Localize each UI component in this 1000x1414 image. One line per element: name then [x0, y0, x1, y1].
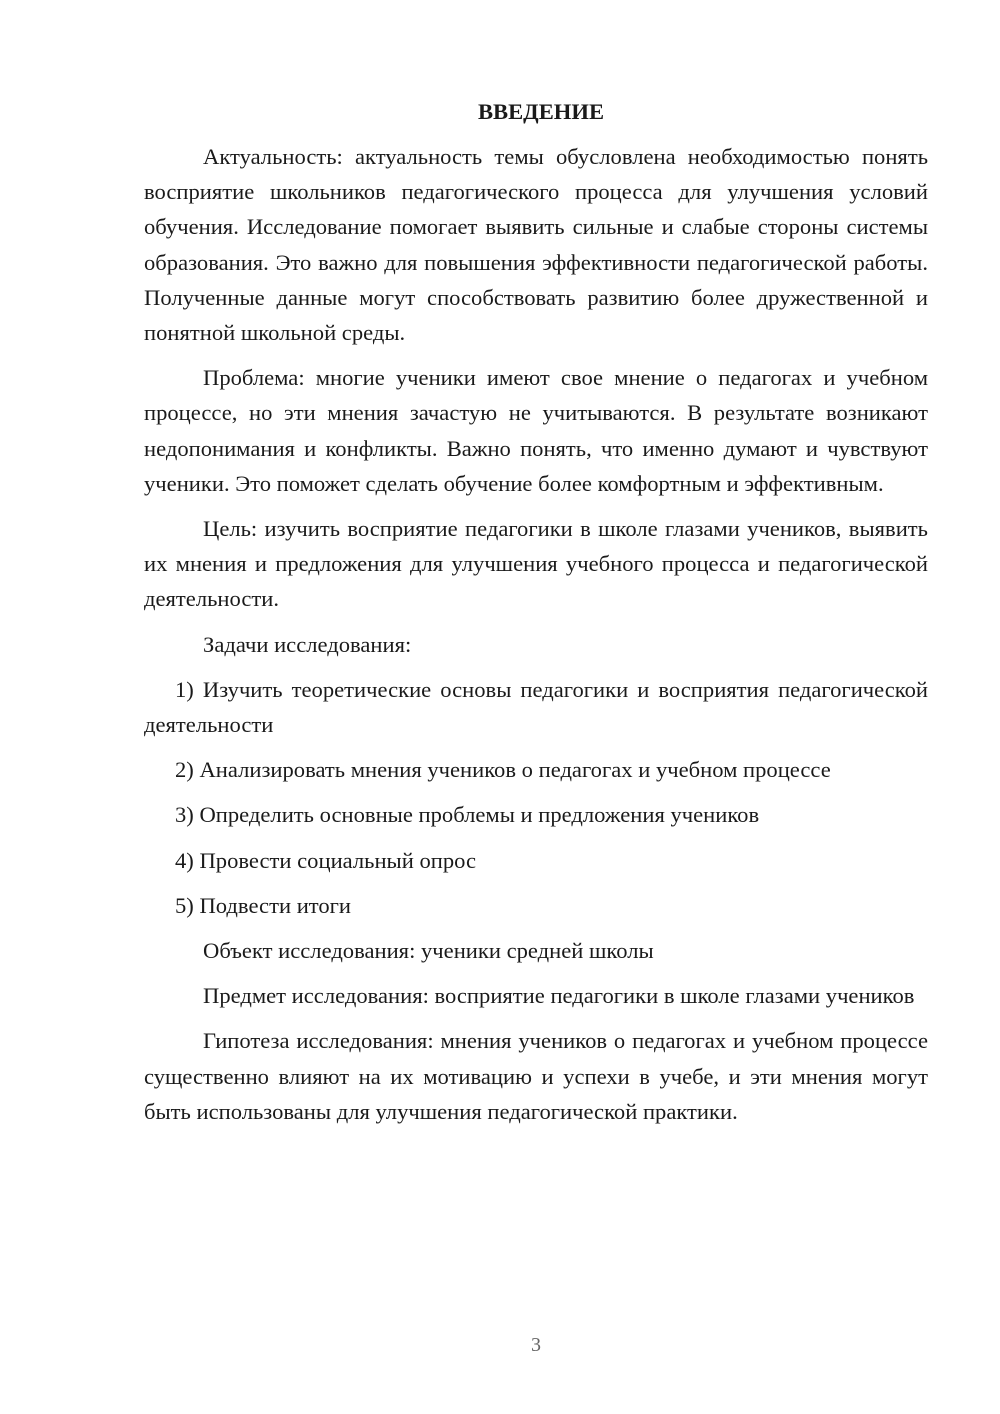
task-item: 5) Подвести итоги	[175, 892, 352, 918]
task-item: 1) Изучить теоретические основы педагогики и восприятия педагогической деятельности	[144, 676, 928, 738]
tasks-heading: Задачи исследования:	[203, 631, 412, 657]
subject-paragraph: Предмет исследования: восприятие педагогики в школе глазами учеников	[203, 983, 915, 1009]
page-content	[144, 94, 928, 1139]
page-number: 3	[531, 1334, 541, 1356]
task-item: 4) Провести социальный опрос	[175, 847, 477, 873]
task-item: 2) Анализировать мнения учеников о педагогах и учебном процессе	[175, 757, 831, 783]
hypothesis-paragraph: Гипотеза исследования: мнения учеников о педагогах и учебном процессе существенно влияют на их мотивацию и успехи в учебе, и эти мнения могут быть использованы для улучшения педагогической практики.	[144, 1028, 928, 1124]
task-item: 3) Определить основные проблемы и предложения учеников	[175, 802, 760, 828]
problem-paragraph: Проблема: многие ученики имеют свое мнение о педагогах и учебном процессе, но эти мнения зачастую не учитываются. В результате возникают недопонимания и конфликты. Важно понять, что именно думают и чувствуют ученики. Это поможет сделать обучение более комфортным и эффективным.	[144, 365, 928, 496]
goal-paragraph: Цель: изучить восприятие педагогики в школе глазами учеников, выявить их мнения и предложения для улучшения учебного процесса и педагогической деятельности.	[144, 516, 928, 612]
object-paragraph: Объект исследования: ученики средней школы	[203, 938, 654, 964]
relevance-paragraph: Актуальность: актуальность темы обусловлена необходимостью понять восприятие школьников педагогического процесса для улучшения условий обучения. Исследование помогает выявить сильные и слабые стороны системы образования. Это важно для повышения эффективности педагогической работы. Полученные данные могут способствовать развитию более дружественной и понятной школьной среды.	[144, 144, 928, 346]
section-title: ВВЕДЕНИЕ	[477, 99, 605, 124]
